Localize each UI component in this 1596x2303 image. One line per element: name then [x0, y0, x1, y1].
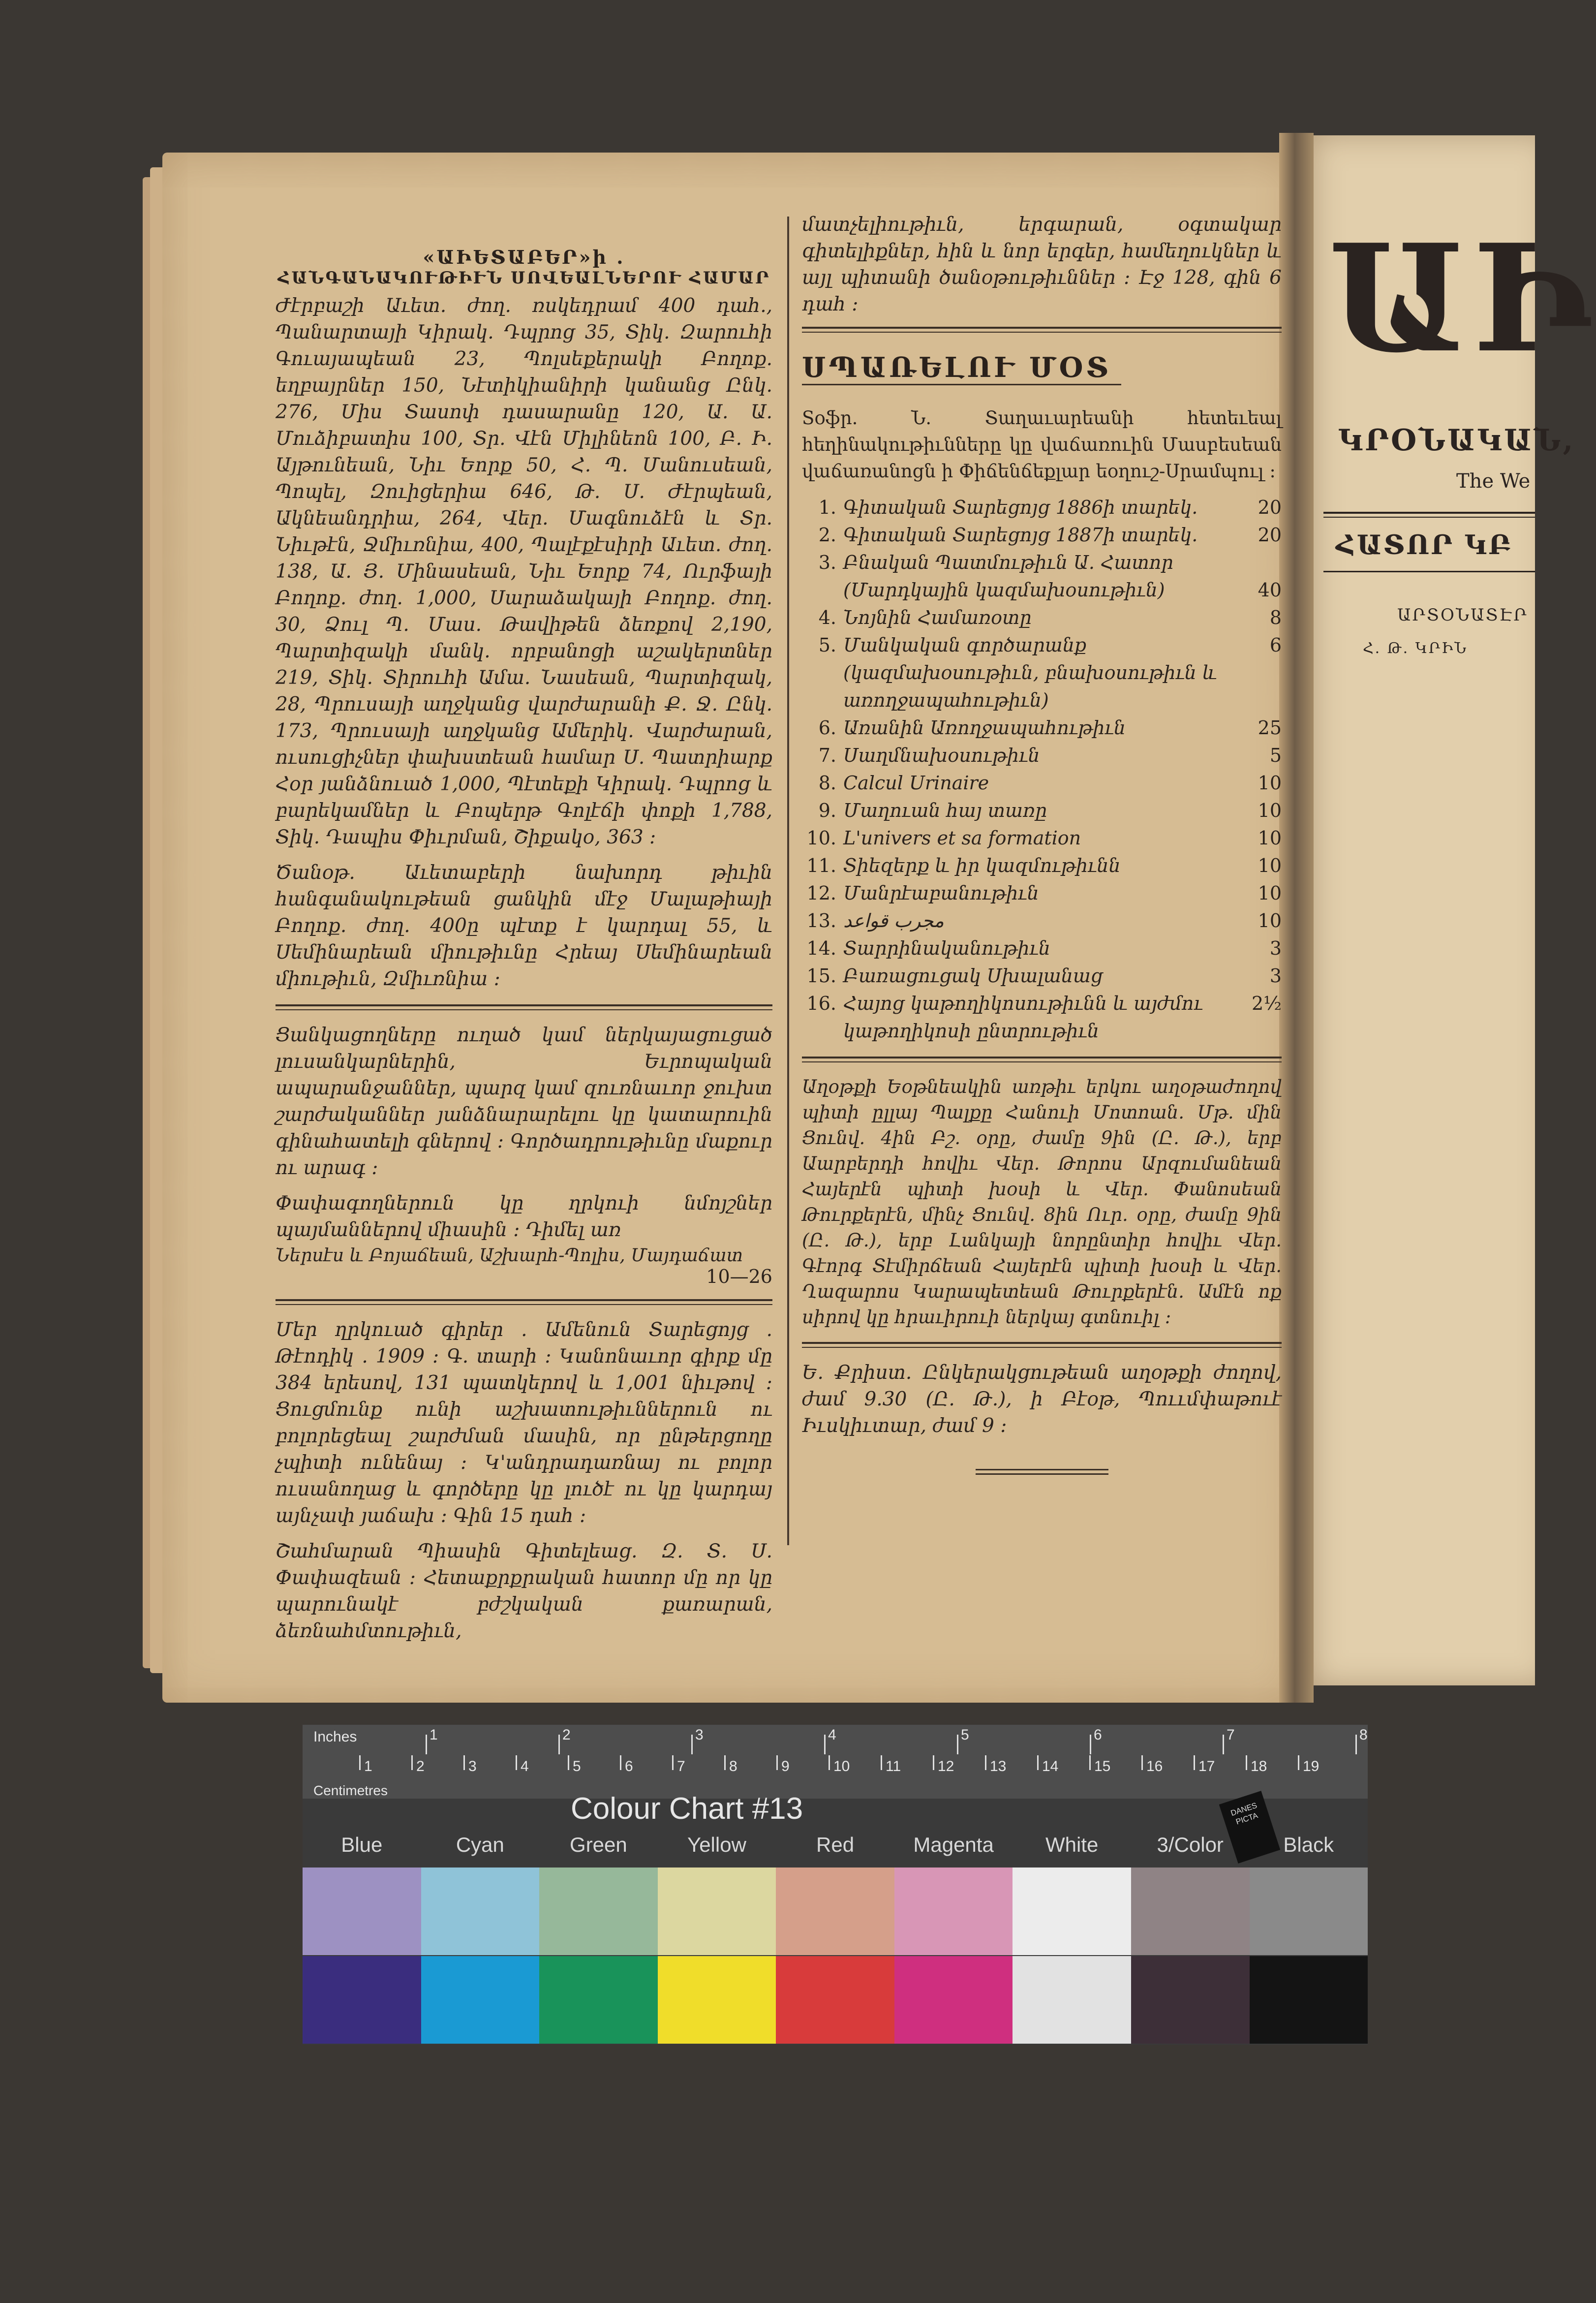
inch-tick-label: 4 [828, 1727, 836, 1743]
cm-tick-label: 11 [886, 1758, 901, 1774]
book-title: Բնական Պատմութիւն Ա. Հատոր [843, 552, 1173, 573]
double-rule [802, 1057, 1282, 1062]
inch-tick [558, 1735, 560, 1754]
cm-tick-label: 15 [1094, 1758, 1111, 1774]
book-title: Մաղուան հայ տառը [843, 800, 1047, 821]
colour-swatch [894, 1867, 1013, 1955]
cm-tick [568, 1755, 569, 1770]
book-number: 16. [806, 993, 836, 1014]
cm-tick-label: 10 [833, 1758, 850, 1774]
editor-label: ԱՐՏՕՆԱՏԷՐ [1397, 605, 1528, 625]
inch-tick [1223, 1735, 1224, 1754]
cm-tick [1298, 1755, 1299, 1770]
cm-tick [776, 1755, 778, 1770]
book-title: Նոյնին Համառօտը [843, 607, 1032, 628]
ad-number: 10—26 [706, 1266, 772, 1287]
book-number: 8. [818, 772, 836, 794]
donations-paragraph: Ժէրբաշի Աւետ. ժող. ռսկեդրամ 400 դահ., Պանարտայի Կիրակ. Դպրոց 35, Տիկ. Զարուհի Գուայապեան 23, Պոլսեքերակի Բողոք. եղբայրներ 150, Նէտիկիանիրի կանանց Ընկ. 276, Միս Տասոփ դասարանը 120, Ա. Ա. Մուձիբատիս 100, Տր. Վէն Միլինեոն 100, Բ. Ի. Այթունեան, Նիւ Եորք 50, Հ. Պ. Մանուսեան, Պոպել, Զուիցերիա 646, Թ. Ս. Ժէրպեան, Ակնեանդրիա, 264, Վեր. Մագնուձէն և Տր. Նիւթէն, Ջմիւռնիա, 400, Պալէքէսիրի Աւետ. ժող. 138, Ա. Յ. Մինասեան, Նիւ Եորք 74, Ուրֆայի Բողոք. ժող. 1,000, Սարաձակայի Բողոք. ժող. 30, Ձուլ Պ. Մաս. Թավիթեն ձեռքով 2,190, Պարտիզակի մանկ. որբանոցի աշակերտներ 219, Տիկ. Տիրուհի Ամա. Նասեան, Պարտիզակ, 28, Պրուսայի աղջկանց վարժարանի Ք. Ջ. Ընկ. 173, Պրուսայի աղջկանց Ամերիկ. Վարժարան, ուսուցիչներ փախստեան համար Ս. Պատրիարք Հօր յանձնուած 1,000, Պէտեքի Կիրակ. Դպրոց և բարեկամներ և Բոպերթ Գոլէճի փոքի 1,788, Տիկ. Դապիս Փիւրման, Շիքակօ, 363 ։ [276, 295, 772, 848]
book-number: 4. [818, 607, 836, 628]
cm-tick-label: 5 [573, 1758, 581, 1774]
colour-swatch [421, 1956, 540, 2044]
book-title: Գիտական Տարեցոյց 1886ի տարեկ. [843, 497, 1198, 518]
book-list-item [802, 879, 1282, 907]
book-list-item [802, 714, 1282, 742]
colour-swatch [1250, 1956, 1368, 2044]
colour-label: Red [816, 1833, 855, 1856]
ad-signature: Ներսէս և Բոյաճեան, Աշխարհ-Պոլիս, Մայդաճատ [276, 1245, 743, 1266]
masthead-title: ԱԻ [1328, 212, 1596, 385]
book-number [802, 576, 843, 604]
colour-swatch [776, 1867, 894, 1955]
masthead-rule [1323, 571, 1535, 572]
cm-tick [1194, 1755, 1195, 1770]
book-title: Մանկական գործարանք (կազմախօսութիւն, բնախօսութիւն և առողջապահութիւն) [843, 634, 1217, 711]
book-list-item [802, 907, 1282, 934]
book-price: 5 [1269, 745, 1282, 766]
book-price: 40 [1258, 579, 1282, 601]
cm-tick [1037, 1755, 1039, 1770]
book-number: 12. [806, 882, 836, 904]
note-paragraph: Ծանօթ. Աւետաբերի նախորդ թիւին հանգանակութեան ցանկին մէջ Մալաթիայի Բողոք. ժող. 400ը պէտք է կարդալ 55, և Սեմինարեան միութիւնը Հրեայ Սեմինարեան միութիւն, Զմիւռնիա ։ [276, 862, 772, 990]
centimetres-label: Centimetres [313, 1783, 388, 1798]
book-price: 25 [1258, 717, 1282, 739]
book-list-item [802, 934, 1282, 962]
cm-tick-label: 19 [1303, 1758, 1320, 1774]
double-rule [802, 327, 1282, 333]
book-price: 20 [1258, 497, 1282, 518]
book-price: 20 [1258, 524, 1282, 546]
book-price: 10 [1258, 910, 1282, 932]
colour-label: Blue [341, 1833, 383, 1856]
cm-tick [516, 1755, 517, 1770]
book-list-item [802, 549, 1282, 576]
colour-swatch [303, 1956, 421, 2044]
book-review-paragraph: Շահմարան Պիասին Գիտելեաց. Զ. Տ. Ս. Փափազեան ։ Հետաքրքրական հատոր մը որ կը պարունակէ բժշկական քառարան, ձեռնահմտութիւն, [276, 1540, 772, 1642]
book-list-item [802, 742, 1282, 769]
inch-tick-label: 5 [961, 1727, 969, 1743]
book-price: 10 [1258, 772, 1282, 794]
end-ornament [976, 1469, 1108, 1475]
cm-tick [359, 1755, 361, 1770]
masthead-subtitle-english: The We [1456, 470, 1531, 493]
colour-swatch [1131, 1956, 1250, 2044]
book-list-item [802, 824, 1282, 852]
colour-swatch [421, 1867, 540, 1955]
cm-tick [463, 1755, 465, 1770]
book-title: Սաղմնախօսութիւն [843, 745, 1040, 766]
inch-tick-label: 1 [430, 1727, 438, 1743]
book-number: 11. [806, 855, 836, 876]
colour-label: Magenta [913, 1833, 994, 1856]
book-number: 13. [806, 910, 836, 932]
book-price: 3 [1269, 965, 1282, 987]
double-rule [276, 1004, 772, 1010]
inch-tick-label: 2 [562, 1727, 571, 1743]
colour-swatch [1250, 1867, 1368, 1955]
colour-label: White [1045, 1833, 1099, 1856]
cm-tick-label: 7 [677, 1758, 685, 1774]
cm-tick [881, 1755, 882, 1770]
book-title: Գիտական Տարեցոյց 1887ի տարեկ. [843, 524, 1198, 546]
book-price: 8 [1269, 607, 1282, 628]
colour-swatch [539, 1867, 658, 1955]
book-list-item [802, 769, 1282, 797]
cm-tick-label: 13 [990, 1758, 1007, 1774]
continued-paragraph: մատչելիութիւն, երգարան, օգտակար գիտելիքներ, հին և նոր երգեր, համեղուկներ և այլ պիտանի ծանօթութիւններ ։ Էջ 128, գին 6 դահ ։ [802, 214, 1282, 315]
book-list-item [802, 852, 1282, 879]
inches-label: Inches [313, 1729, 357, 1745]
cm-tick-label: 14 [1042, 1758, 1059, 1774]
inch-tick-label: 6 [1094, 1727, 1102, 1743]
editor-name: Հ. Թ. ԿՐԻՆ [1363, 640, 1468, 657]
book-price: 10 [1258, 827, 1282, 849]
inch-tick-label: 8 [1359, 1727, 1368, 1743]
ad-paragraph: Ցանկացողները ուղած կամ ներկայացուցած լուսանկարներին, Եւրոպական ապարանջաններ, պարզ կամ զուռնաւոր ջուխտ շարժականներ յանձնարարելու կը կատարուին գինահատելի գներով ։ Գործադրութիւնը մաքուր ու արագ ։ [276, 1024, 772, 1179]
inch-tick [426, 1735, 427, 1754]
cm-tick-label: 8 [729, 1758, 737, 1774]
column-divider [787, 217, 789, 1545]
cm-tick [1089, 1755, 1091, 1770]
cm-tick [829, 1755, 830, 1770]
cm-tick [411, 1755, 413, 1770]
colour-swatch [658, 1956, 776, 2044]
book-price: 10 [1258, 855, 1282, 876]
book-title: Տիեզերք և իր կազմութիւնն [843, 855, 1121, 876]
books-received-paragraph: Մեր ղրկուած գիրեր . Ամենուն Տարեցոյց . Թէոդիկ . 1909 ։ Գ. տարի ։ Կանոնաւոր գիրք մը 384 երեսով, 131 պատկերով և 1,001 նիւթով ։ Ցուցմունք ունի աշխատութիւններուն ու բոլորեցեալ շարժման մասին, որ ընթերցողը չպիտի ունենայ ։ Կ'անդրադառնայ ու բոլոր ուսանողաց և գործերը կը լուծէ ու կը կարդայ այնչափ յաճախ ։ Գին 15 դահ ։ [276, 1319, 772, 1527]
inch-tick [691, 1735, 693, 1754]
book-title: Առանին Առողջապահութիւն [843, 717, 1126, 739]
cm-tick [1141, 1755, 1143, 1770]
book-title: L'univers et sa formation [843, 827, 1081, 849]
colour-label: Cyan [456, 1833, 504, 1856]
volume-label: ՀԱՏՈՐ ԿԲ [1336, 529, 1512, 560]
book-number: 6. [818, 717, 836, 739]
colour-swatch [1013, 1867, 1131, 1955]
inch-tick [957, 1735, 958, 1754]
colour-swatch [539, 1956, 658, 2044]
book-price: 6 [1269, 634, 1282, 656]
colour-chart [303, 1725, 1368, 2045]
prayer-week-paragraph: Աղօթքի Եօթնեակին առթիւ երկու աղօթաժողով պիտի ըլլայ Պալքը Հանուի Մոտոան. Մթ. մին Ցունվ. 4ին Բշ. օրը, ժամը 9ին (Ը. Թ.), երբ Աարբերդի հովիւ Վեր. Թորոս Արզումանեան Հայերէն պիտի խօսի և Վեր. Փանոսեան Թուրքերէն, մինչ Ցունվ. 8ին Ուր. օրը, ժամը 9ին (Ը. Թ.), երբ Լանկայի նորընտիր հովիւ Վեր. Գէորգ Տէմիրճեան Հայերէն պիտի խօսի և Վեր. Ղազարոս Կարապետեան Թուրքերէն. Ամէն ոք սիրով կը հրաւիրուի ներկայ գտնուիլ ։ [802, 1076, 1282, 1328]
book-list-item [802, 576, 1282, 604]
book-price: 2½ [1251, 993, 1282, 1014]
book-price [1247, 549, 1282, 576]
cm-tick-label: 6 [625, 1758, 633, 1774]
ad-contact-paragraph: Փափագողներուն կը ղրկուի նմոյշներ պայմաններով միասին ։ Դիմել առ [276, 1192, 772, 1241]
cm-tick-label: 1 [364, 1758, 372, 1774]
book-title: Calcul Urinaire [843, 772, 989, 794]
book-gutter [1279, 133, 1314, 1703]
cm-tick-label: 18 [1251, 1758, 1267, 1774]
ruler [303, 1725, 1368, 1799]
book-list-item [802, 990, 1282, 1045]
inch-tick [1090, 1735, 1091, 1754]
cm-tick-label: 3 [468, 1758, 477, 1774]
book-number: 10. [806, 827, 836, 849]
book-title: مجرب قواعد [843, 910, 944, 932]
book-price: 10 [1258, 800, 1282, 821]
colour-label: Green [570, 1833, 627, 1856]
book-list-item [802, 521, 1282, 549]
colour-swatch [658, 1867, 776, 1955]
double-rule [276, 1299, 772, 1305]
section-intro: Sօֆր. Ն. Տաղաւարեանի հետեւեալ հեղինակութիւնները կը վաճառուին Մասբեսեան վաճառանոցն ի Փիճենճեքլար եօղուշ-Սրամպուլ ։ [802, 407, 1282, 482]
book-list-item [802, 631, 1282, 714]
section-title: ՍՊԱՌԵԼՈՒ ՄՕՏ [802, 351, 1121, 385]
inch-tick [824, 1735, 826, 1754]
colour-label: 3/Color [1157, 1833, 1224, 1856]
cm-tick [672, 1755, 674, 1770]
cm-tick [985, 1755, 986, 1770]
colour-chart-title: Colour Chart #13 [571, 1792, 803, 1826]
swatch-row-light [303, 1867, 1368, 1955]
colour-swatch [1131, 1867, 1250, 1955]
cm-tick [1246, 1755, 1247, 1770]
cm-tick [933, 1755, 934, 1770]
inch-tick [1355, 1735, 1357, 1754]
double-rule [802, 1342, 1282, 1348]
book-list-item [802, 604, 1282, 631]
book-list-item [802, 494, 1282, 521]
cm-tick-label: 12 [938, 1758, 954, 1774]
colour-swatch [894, 1956, 1013, 2044]
book-number: 1. [818, 497, 836, 518]
announcement-heading: «ԱԻԵՏԱԲԵՐ»ի . [423, 246, 625, 268]
announcement-subheading: ՀԱՆԳԱՆԱԿՈՒԹԻՒՆ ՍՈՎԵԱԼՆԵՐՈՒ ՀԱՄԱՐ [277, 268, 770, 288]
book-title: Բառացուցակ Սխալանաց [843, 965, 1103, 987]
colour-swatch [776, 1956, 894, 2044]
book-list-item [802, 797, 1282, 824]
danes-picta-logo: DANES PICTA [1219, 1791, 1281, 1864]
cm-tick-label: 2 [416, 1758, 425, 1774]
meeting-paragraph: Ե. Քրիստ. Ընկերակցութեան աղօթքի ժողով, ժամ 9.30 (Ը. Թ.), ի Բէօթ, Պոււմփաթուէ Իւսկիւտար, ժամ 9 ։ [802, 1362, 1282, 1437]
cm-tick-label: 16 [1146, 1758, 1163, 1774]
colour-labels [303, 1833, 1368, 1857]
colour-label: Yellow [687, 1833, 746, 1856]
book-price: 10 [1258, 882, 1282, 904]
book-title: Տարրինականութիւն [843, 937, 1050, 959]
book-number: 5. [818, 634, 836, 656]
inch-tick-label: 7 [1227, 1727, 1235, 1743]
book-title: Մանրէաբանութիւն [843, 882, 1039, 904]
colour-swatch [1013, 1956, 1131, 2044]
right-column [802, 212, 1282, 1475]
left-column [276, 246, 772, 1653]
masthead-subtitle: ԿՐՕՆԱԿԱՆ, [1338, 423, 1575, 458]
book-title: (Մարդկային կազմախօսութիւն) [843, 579, 1165, 601]
cm-tick-label: 17 [1198, 1758, 1215, 1774]
masthead-rule [1323, 512, 1535, 518]
book-number: 14. [806, 937, 836, 959]
book-list [802, 494, 1282, 1045]
book-title: Հայոց կաթողիկոսութիւնն և այժմու կաթողիկոսի ընտրութիւն [843, 993, 1203, 1042]
book-list-item [802, 962, 1282, 990]
book-number: 3. [818, 552, 836, 573]
book-price: 3 [1269, 937, 1282, 959]
colour-swatch [303, 1867, 421, 1955]
book-number: 2. [818, 524, 836, 546]
book-number: 15. [806, 965, 836, 987]
cm-tick-label: 4 [521, 1758, 529, 1774]
book-number: 7. [818, 745, 836, 766]
cm-tick [724, 1755, 726, 1770]
inch-tick-label: 3 [695, 1727, 704, 1743]
book-number: 9. [818, 800, 836, 821]
swatch-row-dark [303, 1956, 1368, 2044]
cm-tick [620, 1755, 621, 1770]
colour-label: Black [1283, 1833, 1334, 1856]
cm-tick-label: 9 [781, 1758, 790, 1774]
